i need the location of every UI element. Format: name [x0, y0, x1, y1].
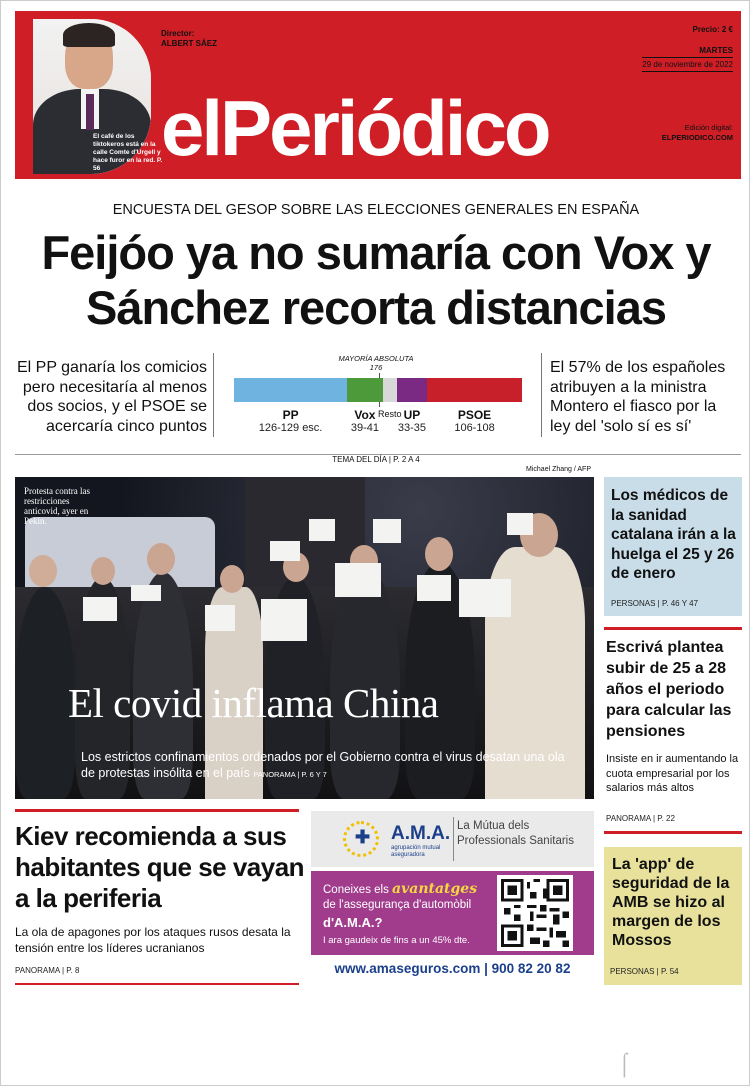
doctors-strike-title: Los médicos de la sanidad catalana irán a la huelga el 25 y 26 de enero — [611, 487, 736, 582]
range-pp: 126-129 esc. — [258, 422, 323, 434]
doctors-strike-ref[interactable]: PERSONAS | P. 46 Y 47 — [611, 599, 699, 608]
kiev-subheadline: La ola de apagones por los ataques rusos desata la tensión entre los líderes ucranianos — [15, 925, 291, 955]
ad-line-1: Coneixes els avantatges — [323, 881, 478, 897]
digital-edition[interactable]: Edición digital: ELPERIODICO.COM — [661, 123, 733, 142]
label-vox: Vox — [354, 408, 376, 422]
label-pp: PP — [282, 408, 299, 422]
bar-up — [397, 378, 427, 402]
section-rule — [15, 983, 299, 985]
ad-brand: A.M.A. — [391, 823, 451, 844]
section-rule — [604, 627, 742, 630]
ad-brand-sub: agrupación mutual aseguradora — [391, 845, 441, 858]
label-psoe: PSOE — [457, 408, 492, 422]
photo-page-ref[interactable]: PANORAMA | P. 6 Y 7 — [253, 770, 327, 779]
photo-headline[interactable]: El covid inflama China — [68, 680, 439, 726]
section-rule — [604, 831, 742, 834]
lead-left-text: El PP ganaría los comicios pero necesitaría al menos dos socios, y el PSOE se acercaría cinco puntos — [16, 359, 207, 435]
bar-resto — [383, 378, 397, 402]
pensions-subheadline: Insiste en ir aumentando la cuota empresarial por los salarios más altos — [606, 753, 739, 794]
newspaper-logo[interactable]: elPeriódico — [161, 84, 549, 172]
director-credit: Director: ALBERT SÁEZ — [161, 29, 217, 48]
ama-advertisement[interactable] — [311, 811, 594, 986]
tema-del-dia[interactable]: TEMA DEL DÍA | P. 2 A 4 — [1, 449, 750, 467]
photo-credit: Michael Zhang / AFP — [526, 466, 591, 473]
cross-icon: ✚ — [355, 827, 371, 847]
amb-app-box[interactable] — [604, 847, 742, 985]
lead-headline[interactable]: Feijóo ya no sumaría con Vox y Sánchez recorta distancias — [41, 226, 711, 334]
price: Precio: 2 € — [692, 25, 733, 34]
ad-line-3: d'A.M.A.? — [323, 915, 383, 930]
doctors-strike-box[interactable] — [604, 477, 742, 616]
pensions-ref[interactable]: PANORAMA | P. 22 — [606, 814, 675, 823]
divider — [213, 353, 214, 437]
label-up: UP — [403, 408, 421, 422]
section-rule — [15, 809, 299, 812]
ad-line-2: de l'assegurança d'automòbil — [323, 899, 472, 911]
bar-vox — [347, 378, 383, 402]
photo-caption: Protesta contra las restricciones anticovid, ayer en Pekín. — [24, 486, 90, 526]
label-resto: Resto — [377, 409, 402, 419]
qr-code-icon[interactable] — [497, 875, 573, 951]
range-vox: 39-41 — [350, 422, 379, 434]
range-psoe: 106-108 — [454, 422, 495, 434]
divider — [541, 353, 542, 437]
amb-app-title: La 'app' de seguridad de la AMB se hizo al margen de los Mossos — [612, 856, 730, 949]
lead-kicker: ENCUESTA DEL GESOP SOBRE LAS ELECCIONES GENERALES EN ESPAÑA — [112, 202, 640, 218]
ad-contact[interactable]: www.amaseguros.com | 900 82 20 82 — [334, 961, 571, 976]
kiev-headline[interactable]: Kiev recomienda a sus habitantes que se vayan a la periferia — [15, 821, 305, 913]
range-up: 33-35 — [397, 422, 426, 434]
ad-line-4: I ara gaudeix de fins a un 45% dte. — [323, 935, 470, 946]
pensions-headline[interactable]: Escrivá plantea subir de 25 a 28 años el periodo para calcular las pensiones — [606, 639, 732, 740]
issue-date: 29 de noviembre de 2022 — [642, 58, 733, 72]
portrait-caption: El café de los tiktokeros está en la calle Comte d'Urgell y hace furor en la red. P. 56 — [93, 133, 163, 172]
ad-tagline: La Mútua dels Professionals Sanitaris — [457, 820, 574, 847]
bar-pp — [234, 378, 347, 402]
issue-info — [642, 25, 733, 72]
ad-header — [311, 811, 594, 867]
seat-chart — [216, 351, 536, 441]
kiev-ref[interactable]: PANORAMA | P. 8 — [15, 966, 80, 975]
lead-right-text: El 57% de los españoles atribuyen a la ministra Montero el fiasco por la ley del 'solo sí es sí' — [550, 359, 726, 435]
amb-app-ref[interactable]: PERSONAS | P. 54 — [610, 967, 679, 976]
bar-psoe — [427, 378, 522, 402]
majority-label: MAYORÍA ABSOLUTA 176 — [338, 354, 414, 372]
corner-bracket-icon: ⌠ — [617, 1051, 631, 1076]
weekday: MARTES — [642, 46, 733, 58]
masthead — [15, 11, 741, 179]
photo-subheadline: Los estrictos confinamientos ordenados por el Gobierno contra el virus desatan una ola de protestas insólita en el país PANORAMA | P. 6 Y 7 — [81, 750, 565, 780]
